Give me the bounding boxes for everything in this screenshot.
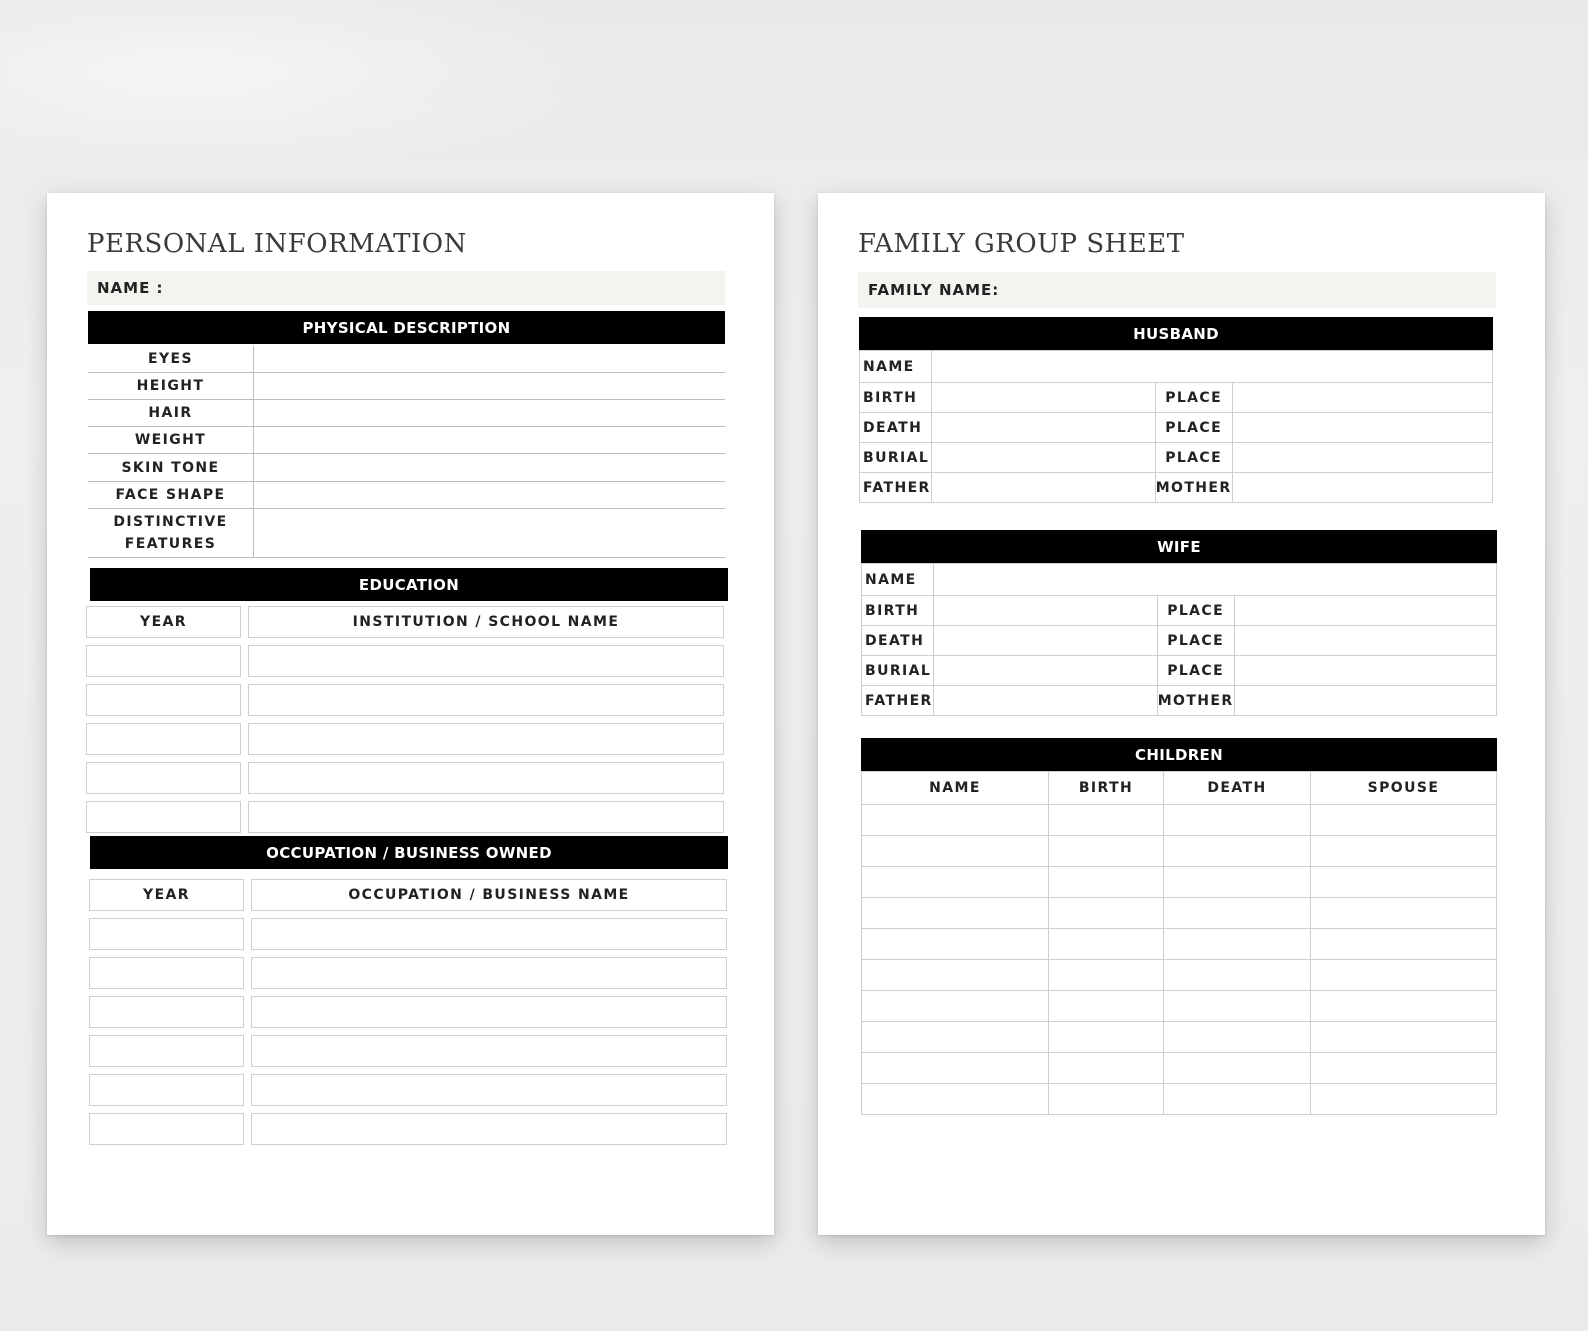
wife-burial-place-cell[interactable] xyxy=(1234,656,1496,686)
occupation-row xyxy=(89,996,727,1028)
pd-value[interactable] xyxy=(254,346,725,372)
education-header: EDUCATION xyxy=(90,568,728,601)
name-field[interactable] xyxy=(87,271,725,305)
child-spouse-cell[interactable] xyxy=(1311,1022,1497,1053)
year-cell[interactable] xyxy=(89,1035,244,1067)
children-birth-column-header: BIRTH xyxy=(1049,772,1164,805)
child-death-cell[interactable] xyxy=(1164,836,1311,867)
year-cell[interactable] xyxy=(86,684,241,716)
pd-value[interactable] xyxy=(254,509,725,557)
wife-burial-label: BURIAL xyxy=(862,656,934,686)
pd-value[interactable] xyxy=(254,373,725,399)
business-cell[interactable] xyxy=(251,957,727,989)
children-name-column-header: NAME xyxy=(862,772,1049,805)
husband-death-label: DEATH xyxy=(860,413,932,443)
family-group-sheet-page xyxy=(818,193,1545,1235)
institution-cell[interactable] xyxy=(248,684,724,716)
personal-information-page xyxy=(47,193,774,1235)
year-cell[interactable] xyxy=(89,1113,244,1145)
education-row xyxy=(86,684,724,716)
occupation-row xyxy=(89,1035,727,1067)
child-spouse-cell[interactable] xyxy=(1311,1053,1497,1084)
physical-description-header: PHYSICAL DESCRIPTION xyxy=(88,311,725,344)
pd-row-distinctive-features[interactable] xyxy=(88,509,725,558)
husband-table xyxy=(859,350,1493,503)
pd-row-eyes[interactable] xyxy=(88,346,725,373)
wife-table xyxy=(861,563,1497,716)
occupation-header: OCCUPATION / BUSINESS OWNED xyxy=(90,836,728,869)
pd-label: HAIR xyxy=(88,400,254,426)
child-death-cell[interactable] xyxy=(1164,991,1311,1022)
pd-label: FACE SHAPE xyxy=(88,482,254,508)
year-cell[interactable] xyxy=(89,996,244,1028)
husband-birth-label: BIRTH xyxy=(860,383,932,413)
children-row xyxy=(862,960,1497,991)
child-name-cell[interactable] xyxy=(862,1084,1049,1115)
institution-cell[interactable] xyxy=(248,801,724,833)
child-birth-cell[interactable] xyxy=(1049,805,1164,836)
child-birth-cell[interactable] xyxy=(1049,960,1164,991)
wife-name-cell[interactable] xyxy=(933,564,1496,596)
children-spouse-column-header: SPOUSE xyxy=(1311,772,1497,805)
child-name-cell[interactable] xyxy=(862,1053,1049,1084)
children-row xyxy=(862,867,1497,898)
pd-row-face-shape[interactable] xyxy=(88,482,725,509)
year-cell[interactable] xyxy=(89,1074,244,1106)
wife-death-place-cell[interactable] xyxy=(1234,626,1496,656)
child-birth-cell[interactable] xyxy=(1049,1053,1164,1084)
pd-row-hair[interactable] xyxy=(88,400,725,427)
education-row xyxy=(86,723,724,755)
occupation-row xyxy=(89,1113,727,1145)
wife-father-cell[interactable] xyxy=(933,686,1157,716)
children-row xyxy=(862,929,1497,960)
husband-header: HUSBAND xyxy=(859,317,1493,350)
wife-death-place-label: PLACE xyxy=(1157,626,1234,656)
child-death-cell[interactable] xyxy=(1164,867,1311,898)
background-light xyxy=(0,0,620,180)
occupation-table xyxy=(89,879,727,1152)
pd-label: HEIGHT xyxy=(88,373,254,399)
education-header-row xyxy=(86,606,724,638)
pd-label-line: FEATURES xyxy=(124,536,217,552)
name-label: NAME : xyxy=(97,279,164,297)
occupation-row xyxy=(89,918,727,950)
year-cell[interactable] xyxy=(86,801,241,833)
education-row xyxy=(86,645,724,677)
children-death-column-header: DEATH xyxy=(1164,772,1311,805)
child-name-cell[interactable] xyxy=(862,1022,1049,1053)
children-header: CHILDREN xyxy=(861,738,1497,771)
child-name-cell[interactable] xyxy=(862,929,1049,960)
page-title: PERSONAL INFORMATION xyxy=(87,229,467,259)
education-table xyxy=(86,606,724,840)
wife-mother-cell[interactable] xyxy=(1234,686,1496,716)
pd-row-skin-tone[interactable] xyxy=(88,454,725,482)
husband-name-cell[interactable] xyxy=(931,351,1492,383)
husband-mother-cell[interactable] xyxy=(1232,473,1492,503)
pd-label: SKIN TONE xyxy=(88,454,254,481)
institution-cell[interactable] xyxy=(248,762,724,794)
year-column-header: YEAR xyxy=(89,879,244,911)
pd-row-weight[interactable] xyxy=(88,427,725,454)
child-birth-cell[interactable] xyxy=(1049,836,1164,867)
husband-birth-place-label: PLACE xyxy=(1155,383,1232,413)
child-name-cell[interactable] xyxy=(862,805,1049,836)
child-name-cell[interactable] xyxy=(862,960,1049,991)
year-cell[interactable] xyxy=(89,957,244,989)
husband-burial-label: BURIAL xyxy=(860,443,932,473)
wife-birth-place-cell[interactable] xyxy=(1234,596,1496,626)
child-birth-cell[interactable] xyxy=(1049,1084,1164,1115)
institution-cell[interactable] xyxy=(248,645,724,677)
child-spouse-cell[interactable] xyxy=(1311,867,1497,898)
pd-value[interactable] xyxy=(254,454,725,481)
year-cell[interactable] xyxy=(89,918,244,950)
husband-death-place-label: PLACE xyxy=(1155,413,1232,443)
husband-father-label: FATHER xyxy=(860,473,932,503)
husband-death-cell[interactable] xyxy=(931,413,1155,443)
child-spouse-cell[interactable] xyxy=(1311,805,1497,836)
pd-value[interactable] xyxy=(254,427,725,453)
wife-father-label: FATHER xyxy=(862,686,934,716)
children-row xyxy=(862,898,1497,929)
child-name-cell[interactable] xyxy=(862,836,1049,867)
child-death-cell[interactable] xyxy=(1164,929,1311,960)
pd-value[interactable] xyxy=(254,400,725,426)
business-cell[interactable] xyxy=(251,996,727,1028)
pd-value[interactable] xyxy=(254,482,725,508)
husband-birth-place-cell[interactable] xyxy=(1232,383,1492,413)
husband-death-place-cell[interactable] xyxy=(1232,413,1492,443)
institution-cell[interactable] xyxy=(248,723,724,755)
child-death-cell[interactable] xyxy=(1164,1084,1311,1115)
family-name-label: FAMILY NAME: xyxy=(868,281,1000,299)
children-row xyxy=(862,1053,1497,1084)
physical-description-table xyxy=(88,346,725,558)
child-death-cell[interactable] xyxy=(1164,898,1311,929)
year-column-header: YEAR xyxy=(86,606,241,638)
child-spouse-cell[interactable] xyxy=(1311,991,1497,1022)
child-death-cell[interactable] xyxy=(1164,960,1311,991)
husband-name-label: NAME xyxy=(860,351,932,383)
pd-row-height[interactable] xyxy=(88,373,725,400)
occupation-row xyxy=(89,957,727,989)
wife-birth-place-label: PLACE xyxy=(1157,596,1234,626)
year-cell[interactable] xyxy=(86,723,241,755)
business-column-header: OCCUPATION / BUSINESS NAME xyxy=(251,879,727,911)
child-spouse-cell[interactable] xyxy=(1311,929,1497,960)
husband-burial-cell[interactable] xyxy=(931,443,1155,473)
children-row xyxy=(862,991,1497,1022)
children-row xyxy=(862,805,1497,836)
children-row xyxy=(862,1084,1497,1115)
wife-header: WIFE xyxy=(861,530,1497,563)
child-spouse-cell[interactable] xyxy=(1311,898,1497,929)
children-row xyxy=(862,836,1497,867)
children-table xyxy=(861,771,1497,1115)
husband-mother-label: MOTHER xyxy=(1155,473,1232,503)
pd-label xyxy=(88,509,254,557)
child-name-cell[interactable] xyxy=(862,991,1049,1022)
child-birth-cell[interactable] xyxy=(1049,898,1164,929)
wife-mother-label: MOTHER xyxy=(1157,686,1234,716)
child-birth-cell[interactable] xyxy=(1049,1022,1164,1053)
wife-burial-place-label: PLACE xyxy=(1157,656,1234,686)
child-spouse-cell[interactable] xyxy=(1311,960,1497,991)
child-spouse-cell[interactable] xyxy=(1311,836,1497,867)
pd-label-line: DISTINCTIVE xyxy=(113,514,228,530)
year-cell[interactable] xyxy=(86,762,241,794)
children-row xyxy=(862,1022,1497,1053)
family-name-field[interactable] xyxy=(858,272,1496,308)
business-cell[interactable] xyxy=(251,1035,727,1067)
education-row xyxy=(86,801,724,833)
child-birth-cell[interactable] xyxy=(1049,929,1164,960)
wife-birth-label: BIRTH xyxy=(862,596,934,626)
child-spouse-cell[interactable] xyxy=(1311,1084,1497,1115)
husband-birth-cell[interactable] xyxy=(931,383,1155,413)
business-cell[interactable] xyxy=(251,918,727,950)
child-name-cell[interactable] xyxy=(862,867,1049,898)
page-title: FAMILY GROUP SHEET xyxy=(858,229,1185,259)
wife-death-label: DEATH xyxy=(862,626,934,656)
husband-burial-place-cell[interactable] xyxy=(1232,443,1492,473)
education-row xyxy=(86,762,724,794)
occupation-header-row xyxy=(89,879,727,911)
wife-birth-cell[interactable] xyxy=(933,596,1157,626)
child-death-cell[interactable] xyxy=(1164,1022,1311,1053)
husband-burial-place-label: PLACE xyxy=(1155,443,1232,473)
business-cell[interactable] xyxy=(251,1113,727,1145)
child-death-cell[interactable] xyxy=(1164,805,1311,836)
child-death-cell[interactable] xyxy=(1164,1053,1311,1084)
child-birth-cell[interactable] xyxy=(1049,867,1164,898)
pd-label: WEIGHT xyxy=(88,427,254,453)
year-cell[interactable] xyxy=(86,645,241,677)
pd-label: EYES xyxy=(88,346,254,372)
occupation-row xyxy=(89,1074,727,1106)
child-name-cell[interactable] xyxy=(862,898,1049,929)
wife-death-cell[interactable] xyxy=(933,626,1157,656)
wife-name-label: NAME xyxy=(862,564,934,596)
child-birth-cell[interactable] xyxy=(1049,991,1164,1022)
wife-burial-cell[interactable] xyxy=(933,656,1157,686)
husband-father-cell[interactable] xyxy=(931,473,1155,503)
institution-column-header: INSTITUTION / SCHOOL NAME xyxy=(248,606,724,638)
business-cell[interactable] xyxy=(251,1074,727,1106)
